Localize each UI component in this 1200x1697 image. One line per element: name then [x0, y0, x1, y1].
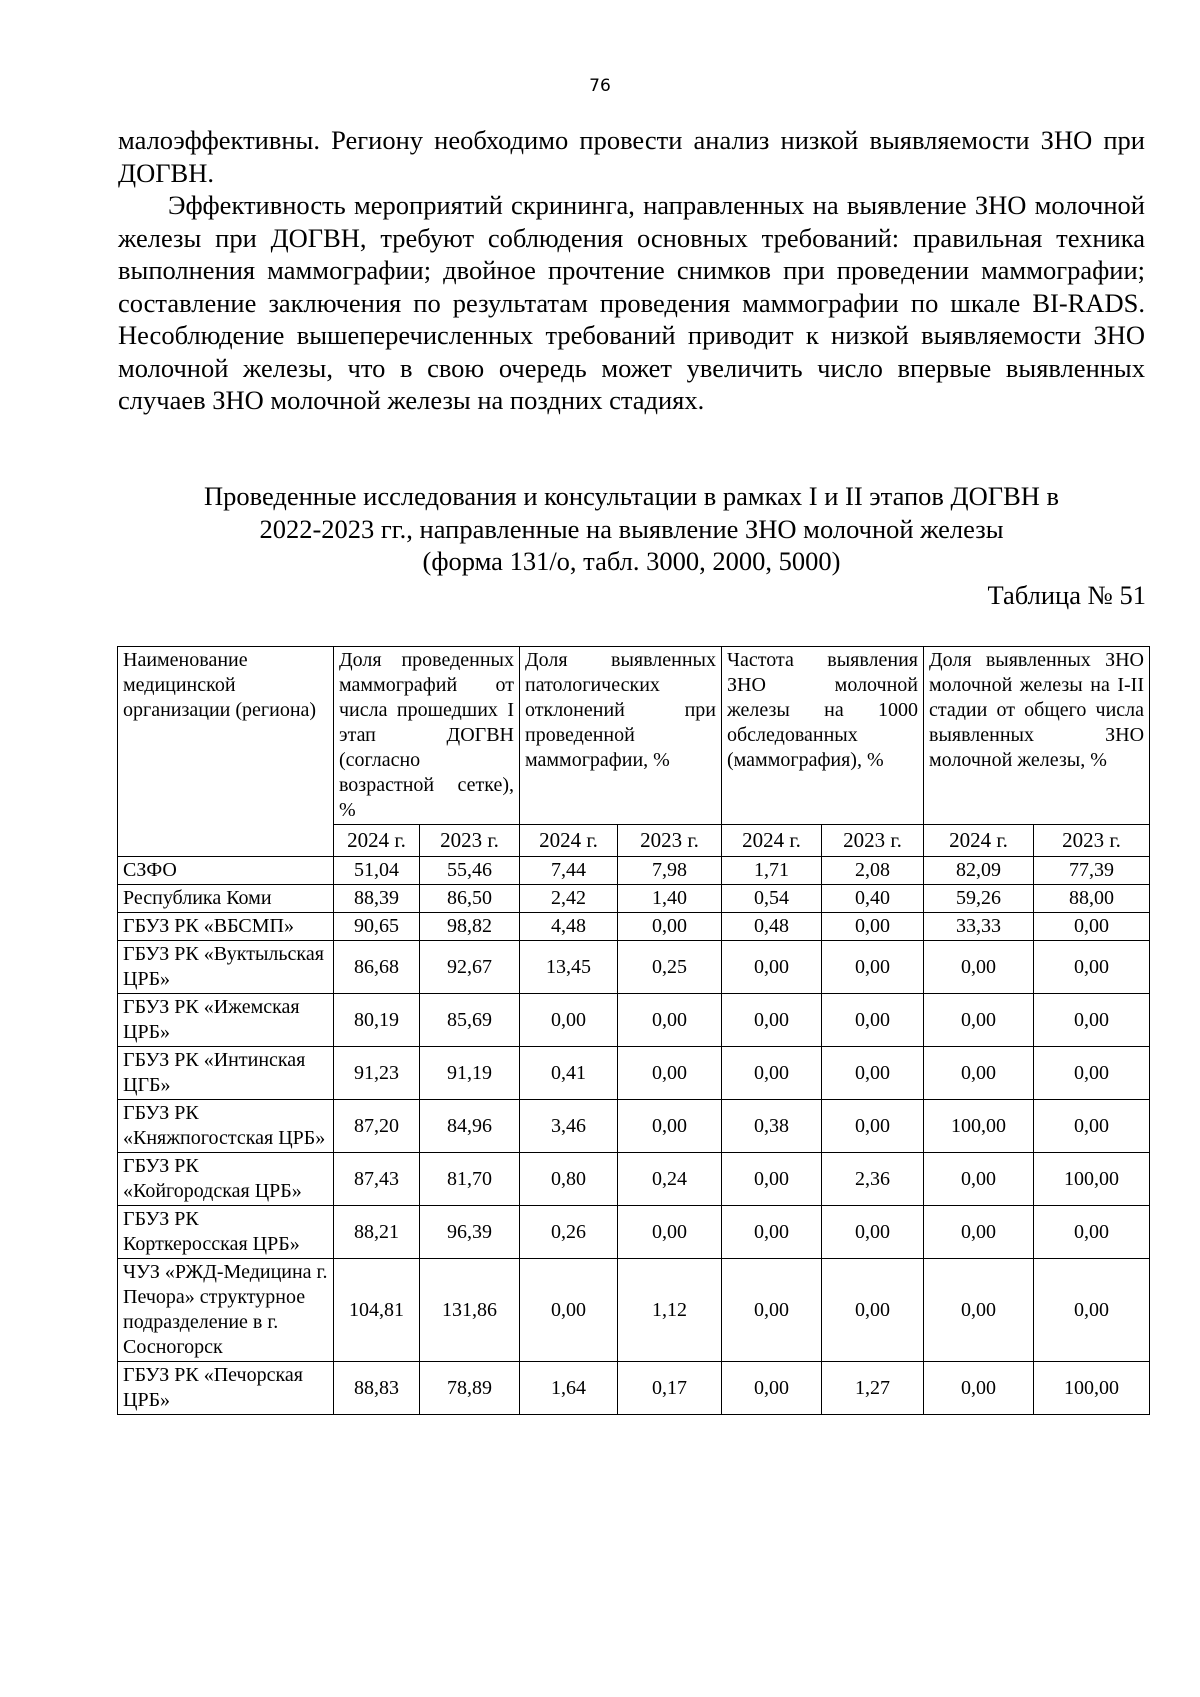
table-row: [118, 1206, 1150, 1259]
value-cell: 100,00: [1034, 1362, 1150, 1415]
value-cell: 85,69: [420, 994, 520, 1047]
org-name-cell: ГБУЗ РК «Койгородская ЦРБ»: [118, 1153, 334, 1206]
value-cell: 78,89: [420, 1362, 520, 1415]
org-name-cell: ГБУЗ РК «Печорская ЦРБ»: [118, 1362, 334, 1415]
value-cell: 1,40: [618, 885, 722, 913]
value-cell: 0,25: [618, 941, 722, 994]
data-table: [117, 646, 1150, 1415]
value-cell: 0,00: [924, 1362, 1034, 1415]
value-cell: 0,00: [822, 941, 924, 994]
value-cell: 0,00: [924, 994, 1034, 1047]
table-row: [118, 1047, 1150, 1100]
value-cell: 88,83: [334, 1362, 420, 1415]
value-cell: 0,00: [822, 1259, 924, 1362]
value-cell: 0,00: [1034, 994, 1150, 1047]
value-cell: 2,42: [520, 885, 618, 913]
header-col4: Доля выявленных ЗНО молочной железы на I-II стадии от общего числа выявленных ЗНО молочной железы, %: [924, 647, 1150, 825]
value-cell: 7,98: [618, 857, 722, 885]
value-cell: 0,00: [822, 1100, 924, 1153]
table-row: [118, 941, 1150, 994]
value-cell: 0,40: [822, 885, 924, 913]
header-col3: Частота выявления ЗНО молочной железы на 1000 обследованных (маммография), %: [722, 647, 924, 825]
value-cell: 0,00: [722, 1153, 822, 1206]
value-cell: 87,20: [334, 1100, 420, 1153]
value-cell: 0,41: [520, 1047, 618, 1100]
table-body: [118, 857, 1150, 1415]
value-cell: 33,33: [924, 913, 1034, 941]
value-cell: 0,80: [520, 1153, 618, 1206]
value-cell: 0,00: [722, 1259, 822, 1362]
value-cell: 87,43: [334, 1153, 420, 1206]
value-cell: 0,00: [618, 1047, 722, 1100]
year-header: 2023 г.: [420, 825, 520, 857]
value-cell: 1,71: [722, 857, 822, 885]
value-cell: 96,39: [420, 1206, 520, 1259]
table-row: [118, 1100, 1150, 1153]
value-cell: 0,00: [924, 941, 1034, 994]
value-cell: 0,00: [722, 994, 822, 1047]
table-row: [118, 1153, 1150, 1206]
value-cell: 0,24: [618, 1153, 722, 1206]
value-cell: 92,67: [420, 941, 520, 994]
value-cell: 0,00: [924, 1153, 1034, 1206]
org-name-cell: Республика Коми: [118, 885, 334, 913]
value-cell: 91,19: [420, 1047, 520, 1100]
value-cell: 0,26: [520, 1206, 618, 1259]
org-name-cell: ГБУЗ РК «Ижемская ЦРБ»: [118, 994, 334, 1047]
table-row: [118, 1362, 1150, 1415]
value-cell: 0,00: [822, 1206, 924, 1259]
value-cell: 77,39: [1034, 857, 1150, 885]
header-row: [118, 647, 1150, 825]
value-cell: 59,26: [924, 885, 1034, 913]
caption-line: 2022-2023 гг., направленные на выявление ЗНО молочной железы: [259, 513, 1004, 544]
year-header: 2024 г.: [722, 825, 822, 857]
value-cell: 0,00: [722, 1206, 822, 1259]
value-cell: 98,82: [420, 913, 520, 941]
value-cell: 104,81: [334, 1259, 420, 1362]
table-caption: [118, 480, 1145, 578]
value-cell: 84,96: [420, 1100, 520, 1153]
value-cell: 0,00: [822, 913, 924, 941]
value-cell: 0,00: [520, 994, 618, 1047]
value-cell: 0,00: [1034, 941, 1150, 994]
year-header: 2024 г.: [924, 825, 1034, 857]
value-cell: 88,21: [334, 1206, 420, 1259]
value-cell: 0,48: [722, 913, 822, 941]
value-cell: 88,39: [334, 885, 420, 913]
value-cell: 0,00: [822, 1047, 924, 1100]
value-cell: 0,00: [722, 941, 822, 994]
value-cell: 0,54: [722, 885, 822, 913]
value-cell: 0,00: [1034, 913, 1150, 941]
paragraph: Эффективность мероприятий скрининга, направленных на выявление ЗНО молочной железы при ДОГВН, требуют соблюдения основных требований: правильная техника выполнения маммографии; двойное прочтение снимков при проведении маммографии; составление заключения по результатам проведения маммографии по шкале BI-RADS. Несоблюдение вышеперечисленных требований приводит к низкой выявляемости ЗНО молочной железы, что в свою очередь может увеличить число впервые выявленных случаев ЗНО молочной железы на поздних стадиях.: [118, 190, 1145, 415]
value-cell: 0,00: [618, 1100, 722, 1153]
value-cell: 51,04: [334, 857, 420, 885]
org-name-cell: ГБУЗ РК «Княжпогостская ЦРБ»: [118, 1100, 334, 1153]
year-header: 2023 г.: [1034, 825, 1150, 857]
value-cell: 0,00: [1034, 1206, 1150, 1259]
value-cell: 7,44: [520, 857, 618, 885]
value-cell: 0,00: [1034, 1100, 1150, 1153]
value-cell: 100,00: [1034, 1153, 1150, 1206]
org-name-cell: ГБУЗ РК «Вуктыльская ЦРБ»: [118, 941, 334, 994]
value-cell: 0,00: [924, 1259, 1034, 1362]
value-cell: 0,00: [618, 994, 722, 1047]
year-header: 2023 г.: [618, 825, 722, 857]
value-cell: 0,00: [618, 913, 722, 941]
value-cell: 81,70: [420, 1153, 520, 1206]
value-cell: 1,12: [618, 1259, 722, 1362]
table-label: Таблица № 51: [987, 580, 1146, 610]
value-cell: 0,00: [722, 1047, 822, 1100]
value-cell: 0,00: [722, 1362, 822, 1415]
paragraph: малоэффективны. Региону необходимо провести анализ низкой выявляемости ЗНО при ДОГВН.: [118, 125, 1145, 188]
value-cell: 13,45: [520, 941, 618, 994]
value-cell: 82,09: [924, 857, 1034, 885]
org-name-cell: ЧУЗ «РЖД-Медицина г. Печора» структурное подразделение в г. Сосногорск: [118, 1259, 334, 1362]
year-header: 2024 г.: [334, 825, 420, 857]
value-cell: 88,00: [1034, 885, 1150, 913]
value-cell: 80,19: [334, 994, 420, 1047]
table-row: [118, 1259, 1150, 1362]
value-cell: 86,68: [334, 941, 420, 994]
year-header: 2024 г.: [520, 825, 618, 857]
org-name-cell: ГБУЗ РК Корткеросская ЦРБ»: [118, 1206, 334, 1259]
org-name-cell: ГБУЗ РК «ВБСМП»: [118, 913, 334, 941]
value-cell: 0,00: [924, 1047, 1034, 1100]
caption-line: Проведенные исследования и консультации в рамках I и II этапов ДОГВН в: [203, 481, 1060, 511]
header-col1: Доля проведенных маммографий от числа прошедших I этап ДОГВН (согласно возрастной сетке), %: [334, 647, 520, 825]
value-cell: 91,23: [334, 1047, 420, 1100]
value-cell: 3,46: [520, 1100, 618, 1153]
body-text: [118, 124, 1145, 417]
table-row: [118, 994, 1150, 1047]
value-cell: 1,27: [822, 1362, 924, 1415]
value-cell: 0,00: [618, 1206, 722, 1259]
year-header: 2023 г.: [822, 825, 924, 857]
value-cell: 2,36: [822, 1153, 924, 1206]
org-name-cell: СЗФО: [118, 857, 334, 885]
table-row: [118, 885, 1150, 913]
page-number: 76: [589, 76, 611, 96]
header-org: Наименование медицинской организации (региона): [118, 647, 334, 857]
value-cell: 131,86: [420, 1259, 520, 1362]
table-row: [118, 913, 1150, 941]
value-cell: 1,64: [520, 1362, 618, 1415]
value-cell: 2,08: [822, 857, 924, 885]
value-cell: 0,00: [1034, 1259, 1150, 1362]
value-cell: 0,00: [822, 994, 924, 1047]
value-cell: 86,50: [420, 885, 520, 913]
value-cell: 100,00: [924, 1100, 1034, 1153]
org-name-cell: ГБУЗ РК «Интинская ЦГБ»: [118, 1047, 334, 1100]
value-cell: 0,00: [924, 1206, 1034, 1259]
value-cell: 90,65: [334, 913, 420, 941]
value-cell: 0,00: [520, 1259, 618, 1362]
value-cell: 0,17: [618, 1362, 722, 1415]
value-cell: 55,46: [420, 857, 520, 885]
value-cell: 0,38: [722, 1100, 822, 1153]
caption-line: (форма 131/о, табл. 3000, 2000, 5000): [422, 546, 841, 576]
value-cell: 4,48: [520, 913, 618, 941]
value-cell: 0,00: [1034, 1047, 1150, 1100]
table-row: [118, 857, 1150, 885]
header-col2: Доля выявленных патологических отклонений при проведенной маммографии, %: [520, 647, 722, 825]
